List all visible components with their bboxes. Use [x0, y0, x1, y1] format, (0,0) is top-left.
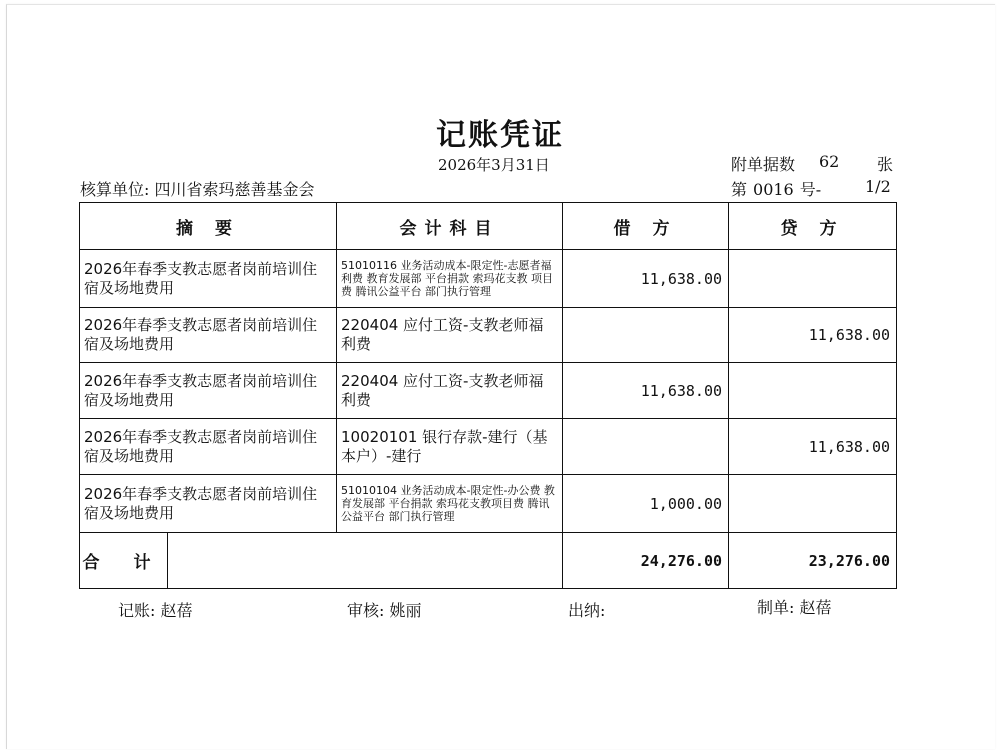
attachments-unit: 张 [877, 155, 894, 174]
row-debit: 11,638.00 [563, 250, 729, 308]
footer-cashier: 出纳: [568, 601, 606, 620]
header-summary: 摘 要 [80, 203, 337, 250]
header-credit: 贷 方 [729, 203, 897, 250]
row-summary: 2026年春季支教志愿者岗前培训住宿及场地费用 [80, 250, 337, 308]
row-debit [563, 308, 729, 363]
accounting-unit-name: 四川省索玛慈善基金会 [154, 180, 315, 199]
row-credit [729, 250, 897, 308]
voucher-page-number: 1/2 [865, 177, 891, 196]
row-credit: 11,638.00 [729, 419, 897, 475]
row-summary: 2026年春季支教志愿者岗前培训住宿及场地费用 [80, 363, 337, 419]
table-row [80, 250, 897, 308]
voucher-number-suffix: 号- [799, 180, 822, 199]
header-debit: 借 方 [563, 203, 729, 250]
total-debit: 24,276.00 [563, 533, 729, 589]
row-debit: 1,000.00 [563, 475, 729, 533]
voucher-number [731, 177, 891, 200]
voucher-date: 2026年3月31日 [438, 156, 550, 174]
voucher-title: 记账凭证 [436, 118, 564, 153]
row-credit [729, 363, 897, 419]
table-header-row [80, 203, 897, 250]
table-row [80, 419, 897, 475]
row-account: 220404 应付工资-支教老师福利费 [337, 363, 563, 419]
voucher-number-prefix: 第 [731, 180, 748, 199]
row-debit: 11,638.00 [563, 363, 729, 419]
total-blank-cell [168, 533, 563, 589]
voucher-table [79, 202, 897, 589]
row-account: 220404 应付工资-支教老师福利费 [337, 308, 563, 363]
total-credit: 23,276.00 [729, 533, 897, 589]
row-account: 51010116 业务活动成本-限定性-志愿者福利费 教育发展部 平台捐款 索玛花支教 项目费 腾讯公益平台 部门执行管理 [337, 250, 563, 308]
attachments-count: 62 [819, 152, 840, 171]
total-label: 合 计 [80, 533, 168, 589]
row-credit: 11,638.00 [729, 308, 897, 363]
row-summary: 2026年春季支教志愿者岗前培训住宿及场地费用 [80, 419, 337, 475]
total-row [80, 533, 897, 589]
row-account: 10020101 银行存款-建行（基本户）-建行 [337, 419, 563, 475]
voucher-number-value: 0016 [753, 180, 794, 199]
header-account: 会计科目 [337, 203, 563, 250]
row-debit [563, 419, 729, 475]
footer-reviewer: 审核: 姚丽 [347, 601, 422, 620]
accounting-unit [80, 177, 315, 200]
table-row [80, 363, 897, 419]
attachments-info [731, 152, 894, 175]
row-summary: 2026年春季支教志愿者岗前培训住宿及场地费用 [80, 475, 337, 533]
table-row [80, 308, 897, 363]
footer-bookkeeper: 记账: 赵蓓 [118, 601, 193, 620]
footer-preparer: 制单: 赵蓓 [757, 598, 832, 617]
row-credit [729, 475, 897, 533]
row-summary: 2026年春季支教志愿者岗前培训住宿及场地费用 [80, 308, 337, 363]
attachments-label: 附单据数 [731, 155, 796, 174]
row-account: 51010104 业务活动成本-限定性-办公费 教育发展部 平台捐款 索玛花支教项目费 腾讯公益平台 部门执行管理 [337, 475, 563, 533]
accounting-unit-label: 核算单位: [80, 180, 150, 199]
table-row [80, 475, 897, 533]
